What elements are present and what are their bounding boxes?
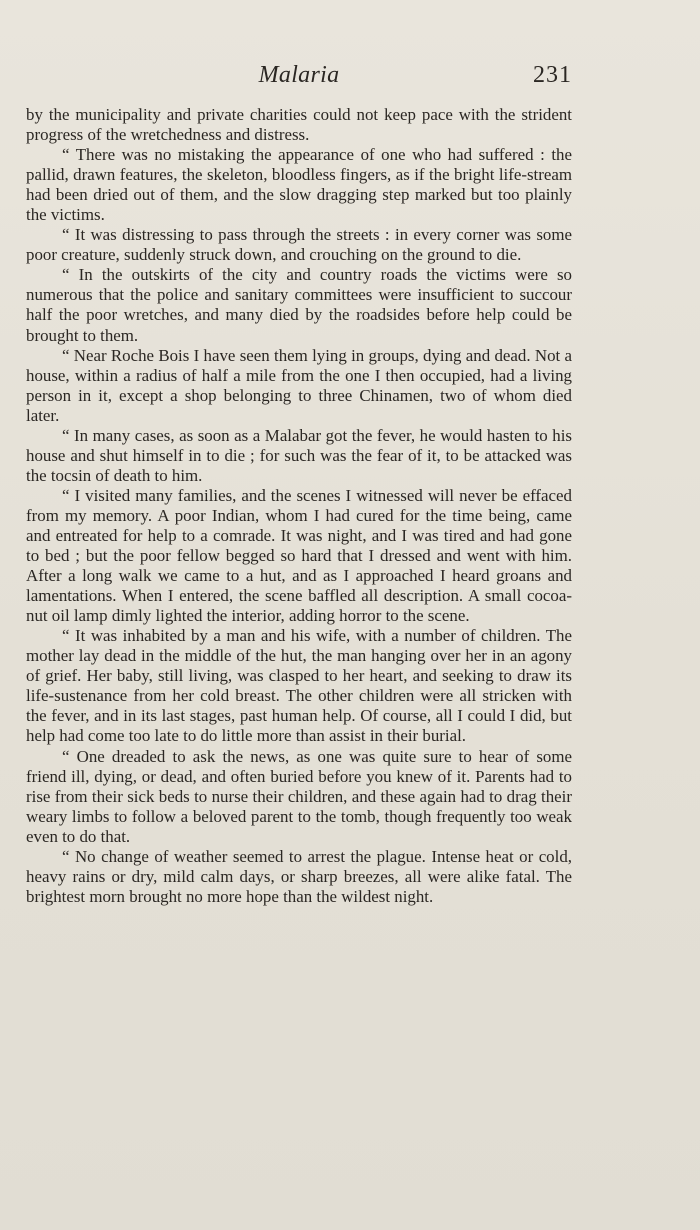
- page-number: 231: [533, 62, 572, 88]
- paragraph: “ I visited many families, and the scenes I witnessed will never be effaced from my memory. A poor Indian, whom I had cured for the time being, came and entreated for help to a comrade. It was night, and I was tired and had gone to bed ; but the poor fellow begged so hard that I dressed and went with him. After a long walk we came to a hut, and as I approached I heard groans and lamentations. When I entered, the scene baffled all description. A small cocoa-nut oil lamp dimly lighted the interior, adding horror to the scene.: [26, 485, 572, 626]
- paragraph: “ In the outskirts of the city and country roads the victims were so numerous that the police and sanitary committees were insufficient to succour half the poor wretches, and many died by the roadsides before help could be brought to them.: [26, 265, 572, 345]
- paragraph: “ In many cases, as soon as a Malabar got the fever, he would hasten to his house and shut himself in to die ; for such was the fear of it, to be attacked was the tocsin of death to him.: [26, 425, 572, 485]
- paragraph: “ Near Roche Bois I have seen them lying in groups, dying and dead. Not a house, within a radius of half a mile from the one I then occupied, had a living person in it, except a shop belonging to three Chinamen, two of whom died later.: [26, 345, 572, 425]
- page-header: [26, 60, 572, 94]
- paragraph: “ There was no mistaking the appearance of one who had suffered : the pallid, drawn features, the skeleton, bloodless fingers, as if the bright life-stream had been dried out of them, and the slow dragging step marked but too plainly the victims.: [26, 145, 572, 225]
- paragraph: “ No change of weather seemed to arrest the plague. Intense heat or cold, heavy rains or dry, mild calm days, or sharp breezes, all were alike fatal. The brightest morn brought no more hope than the wildest night.: [26, 846, 572, 906]
- paragraph: “ It was distressing to pass through the streets : in every corner was some poor creature, suddenly struck down, and crouching on the ground to die.: [26, 225, 572, 265]
- paragraph: “ It was inhabited by a man and his wife, with a number of children. The mother lay dead in the middle of the hut, the man hanging over her in an agony of grief. Her baby, still living, was clasped to her heart, and seeking to draw its life-sustenance from her cold breast. The other children were all stricken with the fever, and in its last stages, past human help. Of course, all I could I did, but help had come too late to do little more than assist in their burial.: [26, 626, 572, 746]
- body-text: [26, 105, 572, 907]
- paragraph: by the municipality and private charities could not keep pace with the strident progress of the wretchedness and distress.: [26, 105, 572, 145]
- paragraph: “ One dreaded to ask the news, as one was quite sure to hear of some friend ill, dying, or dead, and often buried before you knew of it. Parents had to rise from their sick beds to nurse their children, and these again had to drag their weary limbs to follow a beloved parent to the tomb, though frequently too weak even to do that.: [26, 746, 572, 846]
- running-title: Malaria: [258, 62, 340, 88]
